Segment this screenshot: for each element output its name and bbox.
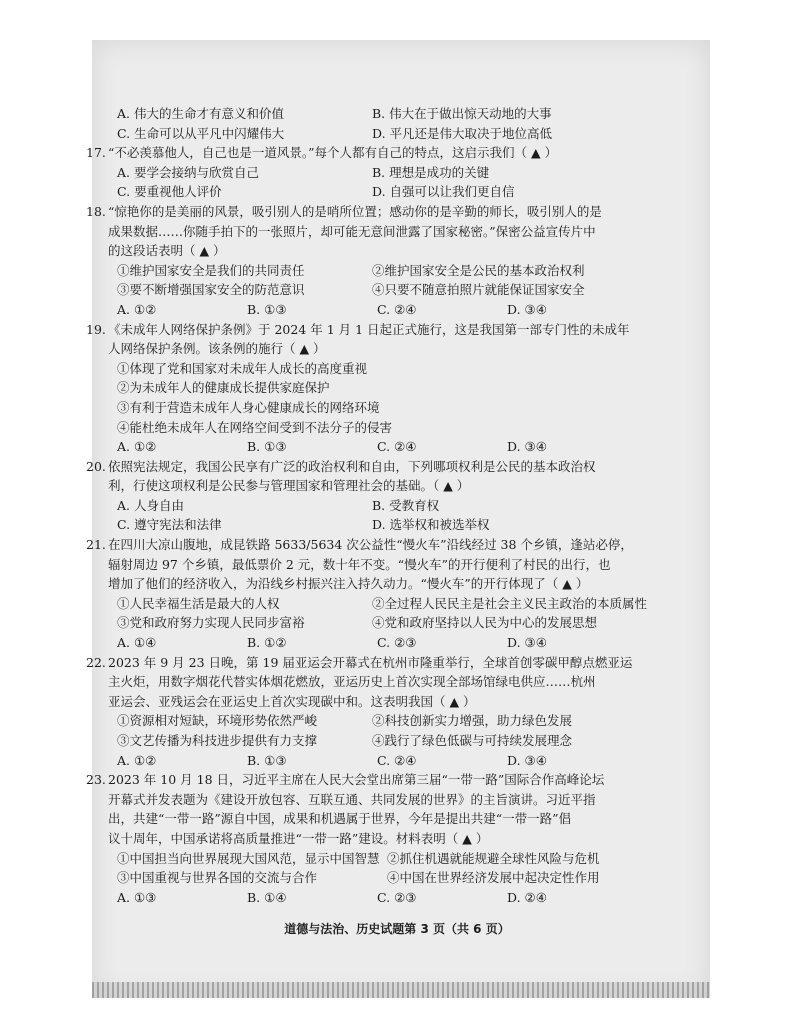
option-b: B. ①③ xyxy=(247,752,287,768)
statement-3: ③要不断增强国家安全的防范意识 xyxy=(117,282,305,298)
question-19-stem-line-1 xyxy=(86,320,668,340)
question-number: 19. xyxy=(86,321,106,337)
option-b: B. 理想是成功的关键 xyxy=(372,164,490,180)
question-20-stem-line-2: 利，行使这项权利是公民参与管理国家和管理社会的基础。（ ▲ ） xyxy=(108,478,470,494)
question-20-stem-line-1 xyxy=(86,457,668,477)
statement-4: ④中国在世界经济发展中起决定性作用 xyxy=(387,870,600,886)
stem-text: 2023 年 10 月 18 日，习近平主席在人民大会堂出席第三届“一带一路”国际合作高峰论坛 xyxy=(108,772,605,788)
option-a: A. ①③ xyxy=(117,889,157,905)
question-18-options xyxy=(108,300,668,320)
statement-4: ④只要不随意拍照片就能保证国家安全 xyxy=(372,282,585,298)
question-number: 21. xyxy=(86,537,106,553)
question-20-options-row-1 xyxy=(108,496,668,516)
option-d: D. ③④ xyxy=(507,635,547,651)
question-23-statements-row-1 xyxy=(108,849,668,869)
question-18-statements-row-1 xyxy=(108,261,668,281)
option-c: C. ②③ xyxy=(377,635,417,651)
option-a: A. 人身自由 xyxy=(117,497,184,513)
option-d: D. ②④ xyxy=(507,889,547,905)
question-17-stem xyxy=(86,143,668,163)
top-options-row-2 xyxy=(108,124,668,144)
question-22-stem-line-2: 主火炬，用数字烟花代替实体烟花燃放，亚运历史上首次实现全部场馆绿电供应……杭州 xyxy=(108,674,596,690)
question-21-stem-line-2: 辐射周边 97 个乡镇，最低票价 2 元，数十年不变。“慢火车”的开行便利了村民的出行，也 xyxy=(108,556,611,572)
question-18-stem-line-3: 的这段话表明（ ▲ ） xyxy=(108,243,226,259)
question-21-options xyxy=(108,633,668,653)
option-c: C. 遵守宪法和法律 xyxy=(117,517,222,533)
question-19-statement-3: ③有利于营造未成年人身心健康成长的网络环境 xyxy=(117,399,380,415)
exam-content xyxy=(86,104,668,907)
option-c: C. ②④ xyxy=(377,752,417,768)
statement-1: ①维护国家安全是我们的共同责任 xyxy=(117,262,305,278)
option-b: B. 受教育权 xyxy=(372,497,440,513)
question-18-stem-line-2: 成果数据……你随手拍下的一张照片，却可能无意间泄露了国家秘密。”保密公益宣传片中 xyxy=(108,223,596,239)
question-23-stem-line-4: 议十周年，中国承诺将高质量推进“一带一路”建设。材料表明（ ▲ ） xyxy=(108,830,489,846)
statement-1: ①资源相对短缺，环境形势依然严峻 xyxy=(117,713,318,729)
statement-4: ④践行了绿色低碳与可持续发展理念 xyxy=(372,733,573,748)
statement-2: ②科技创新实力增强，助力绿色发展 xyxy=(372,713,573,729)
question-23-statements-row-2 xyxy=(108,868,668,888)
stem-text: “惊艳你的是美丽的风景，吸引别人的是哨所位置；感动你的是辛勤的师长，吸引别人的是 xyxy=(108,203,602,219)
statement-3: ③党和政府努力实现人民同步富裕 xyxy=(117,615,305,631)
question-22-statements-row-2 xyxy=(108,731,668,751)
statement-2: ②抓住机遇就能规避全球性风险与危机 xyxy=(387,850,600,866)
statement-3: ③文艺传播为科技进步提供有力支撑 xyxy=(117,733,318,748)
question-number: 18. xyxy=(86,203,106,219)
option-c: C. ②③ xyxy=(377,889,417,905)
question-21-statements-row-2 xyxy=(108,613,668,633)
option-a: A. 伟大的生命才有意义和价值 xyxy=(117,106,284,121)
option-b: B. ①② xyxy=(247,635,287,651)
question-18-stem-line-1 xyxy=(86,202,668,222)
option-d: D. 平凡还是伟大取决于地位高低 xyxy=(372,125,553,141)
question-20-options-row-2 xyxy=(108,515,668,535)
option-c: C. 要重视他人评价 xyxy=(117,184,222,200)
page-footer: 道德与法治、历史试题第 3 页（共 6 页） xyxy=(284,922,510,936)
option-a: A. ①② xyxy=(117,752,157,768)
option-d: D. ③④ xyxy=(507,752,547,768)
option-d: D. ③④ xyxy=(507,439,547,455)
stem-text: 《未成年人网络保护条例》于 2024 年 1 月 1 日起正式施行，这是我国第一部专门性的未成年 xyxy=(108,321,630,337)
question-22-options xyxy=(108,751,668,771)
question-number: 22. xyxy=(86,654,106,670)
question-23-stem-line-2: 开幕式并发表题为《建设开放包容、互联互通、共同发展的世界》的主旨演讲。习近平指 xyxy=(108,791,596,807)
question-19-statement-1: ①体现了党和国家对未成年人成长的高度重视 xyxy=(117,360,368,376)
stem-text: “不必羡慕他人，自己也是一道风景。”每个人都有自己的特点，这启示我们（ ▲ ） xyxy=(108,145,558,161)
option-c: C. ②④ xyxy=(377,439,417,455)
question-23-options xyxy=(108,888,668,908)
question-23-stem-line-3: 出，共建“一带一路”源自中国，成果和机遇属于世界，今年是提出共建“一带一路”倡 xyxy=(108,811,572,827)
statement-2: ②全过程人民民主是社会主义民主政治的本质属性 xyxy=(372,595,648,611)
option-a: A. ①④ xyxy=(117,635,157,651)
question-number: 17. xyxy=(86,145,106,161)
option-d: D. ③④ xyxy=(507,301,547,317)
statement-2: ②维护国家安全是公民的基本政治权利 xyxy=(372,262,585,278)
question-17-options-row-2 xyxy=(108,182,668,202)
stem-text: 依照宪法规定，我国公民享有广泛的政治权利和自由，下列哪项权利是公民的基本政治权 xyxy=(108,458,596,474)
top-options-row-1 xyxy=(108,104,668,124)
statement-1: ①中国担当向世界展现大国风范，显示中国智慧 xyxy=(117,850,380,866)
question-21-stem-line-1 xyxy=(86,535,668,555)
option-a: A. 要学会接纳与欣赏自己 xyxy=(117,164,259,180)
question-22-statements-row-1 xyxy=(108,711,668,731)
question-22-stem-line-3: 亚运会、亚残运会在亚运史上首次实现碳中和。这表明我国（ ▲ ） xyxy=(108,693,476,709)
question-18-statements-row-2 xyxy=(108,280,668,300)
stem-text: 2023 年 9 月 23 日晚，第 19 届亚运会开幕式在杭州市隆重举行，全球首创零碳甲醇点燃亚运 xyxy=(108,654,633,670)
statement-4: ④党和政府坚持以人民为中心的发展思想 xyxy=(372,615,598,631)
option-d: D. 选举权和被选举权 xyxy=(372,517,490,533)
option-a: A. ①② xyxy=(117,439,157,455)
question-19-statement-4: ④能杜绝未成年人在网络空间受到不法分子的侵害 xyxy=(117,419,393,435)
question-21-stem-line-3: 增加了他们的经济收入，为沿线乡村振兴注入持久动力。“慢火车”的开行体现了（ ▲ ） xyxy=(108,576,589,592)
option-b: B. 伟大在于做出惊天动地的大事 xyxy=(372,106,552,121)
option-c: C. ②④ xyxy=(377,301,417,317)
question-22-stem-line-1 xyxy=(86,653,668,673)
option-d: D. 自强可以让我们更自信 xyxy=(372,184,515,200)
option-b: B. ①③ xyxy=(247,301,287,317)
stem-text: 在四川大凉山腹地，成昆铁路 5633/5634 次公益性“慢火车”沿线经过 38 个乡镇，逢站必停， xyxy=(108,537,633,553)
question-19-statement-2: ②为未成年人的健康成长提供家庭保护 xyxy=(117,380,330,396)
question-19-options xyxy=(108,437,668,457)
option-c: C. 生命可以从平凡中闪耀伟大 xyxy=(117,125,285,141)
question-17-options-row-1 xyxy=(108,163,668,183)
question-number: 20. xyxy=(86,458,106,474)
question-19-stem-line-2: 人网络保护条例。该条例的施行（ ▲ ） xyxy=(108,341,326,357)
question-number: 23. xyxy=(86,772,106,788)
statement-1: ①人民幸福生活是最大的人权 xyxy=(117,595,280,611)
question-21-statements-row-1 xyxy=(108,594,668,614)
option-a: A. ①② xyxy=(117,301,157,317)
option-b: B. ①④ xyxy=(247,889,287,905)
option-b: B. ①③ xyxy=(247,439,287,455)
statement-3: ③中国重视与世界各国的交流与合作 xyxy=(117,870,318,886)
question-23-stem-line-1 xyxy=(86,770,668,790)
